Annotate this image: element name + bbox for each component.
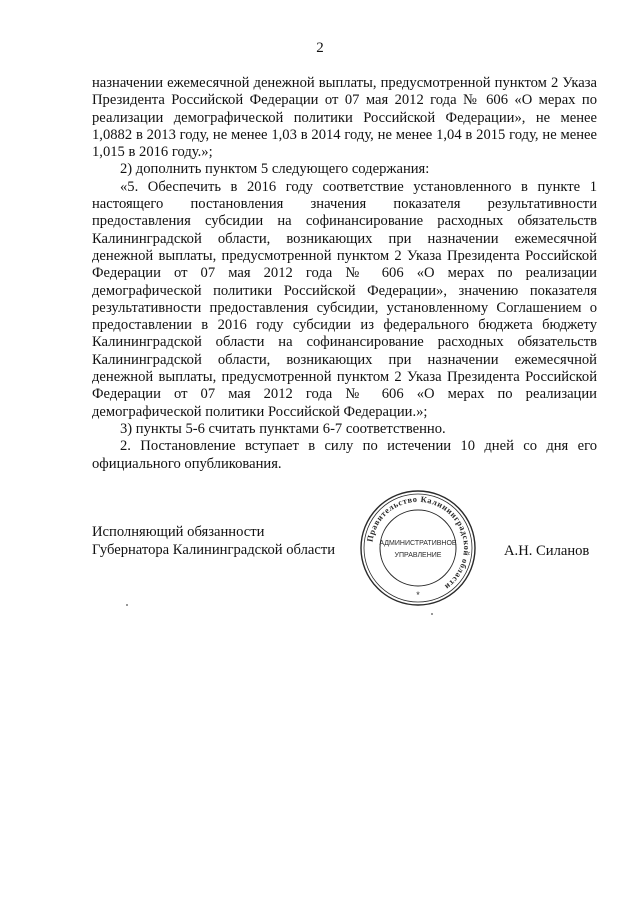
signature-block <box>92 523 335 559</box>
seal-star: * <box>416 590 420 600</box>
signatory-position-line2: Губернатора Калининградской области <box>92 542 336 558</box>
paragraph-item-2: 2) дополнить пунктом 5 следующего содержания: <box>120 161 430 178</box>
paragraph-item-5-text: «5. Обеспечить в 2016 году соответствие установленного в пункте 1 настоящего постановления значения показателя результативности предоставления субсидии на софинансирование расходных обязательств Калининградской области, возникающих при назначении ежемесячной денежной выплаты, предусмотренной пунктом 2 Указа Президента Российской Федерации от 07 мая 2012 года № 606 «О мерах по реализации демографической политики Российской Федерации», значению показателя результативности предоставления субсидии, установленному Соглашением о предоставлении в 2016 году субсидии из федерального бюджета бюджету Калининградской области на софинансирование расходных обязательств Калининградской области, возникающих при назначении ежемесячной денежной выплаты, предусмотренной пунктом 2 Указа Президента Российской Федерации от 07 мая 2012 года № 606 «О мерах по реализации демографической политики Российской Федерации.»; <box>92 178 597 420</box>
signatory-name: А.Н. Силанов <box>504 543 590 559</box>
seal-outer-text: Правительство Калининградской области <box>365 494 472 592</box>
document-body <box>92 75 597 473</box>
seal-inner-line2: УПРАВЛЕНИЕ <box>394 552 442 559</box>
seal-inner-line1: АДМИНИСТРАТИВНОЕ <box>379 540 457 547</box>
scan-speck <box>126 604 128 606</box>
paragraph-item-3: 3) пункты 5-6 считать пунктами 6-7 соответственно. <box>120 420 446 437</box>
scan-speck <box>431 613 433 615</box>
signatory-position-line1: Исполняющий обязанности <box>92 524 265 540</box>
paragraph-continuation: назначении ежемесячной денежной выплаты, предусмотренной пунктом 2 Указа Президента Российской Федерации от 07 мая 2012 года № 606 «О мерах по реализации демографической политики Российской Федерации», не менее 1,0882 в 2013 году, не менее 1,03 в 2014 году, не менее 1,04 в 2015 году, не менее 1,015 в 2016 году.»; <box>92 75 597 161</box>
paragraph-effective-date: 2. Постановление вступает в силу по истечении 10 дней со дня его официального опубликования. <box>92 438 597 472</box>
page-number: 2 <box>316 40 324 56</box>
official-seal-stamp <box>358 488 478 608</box>
